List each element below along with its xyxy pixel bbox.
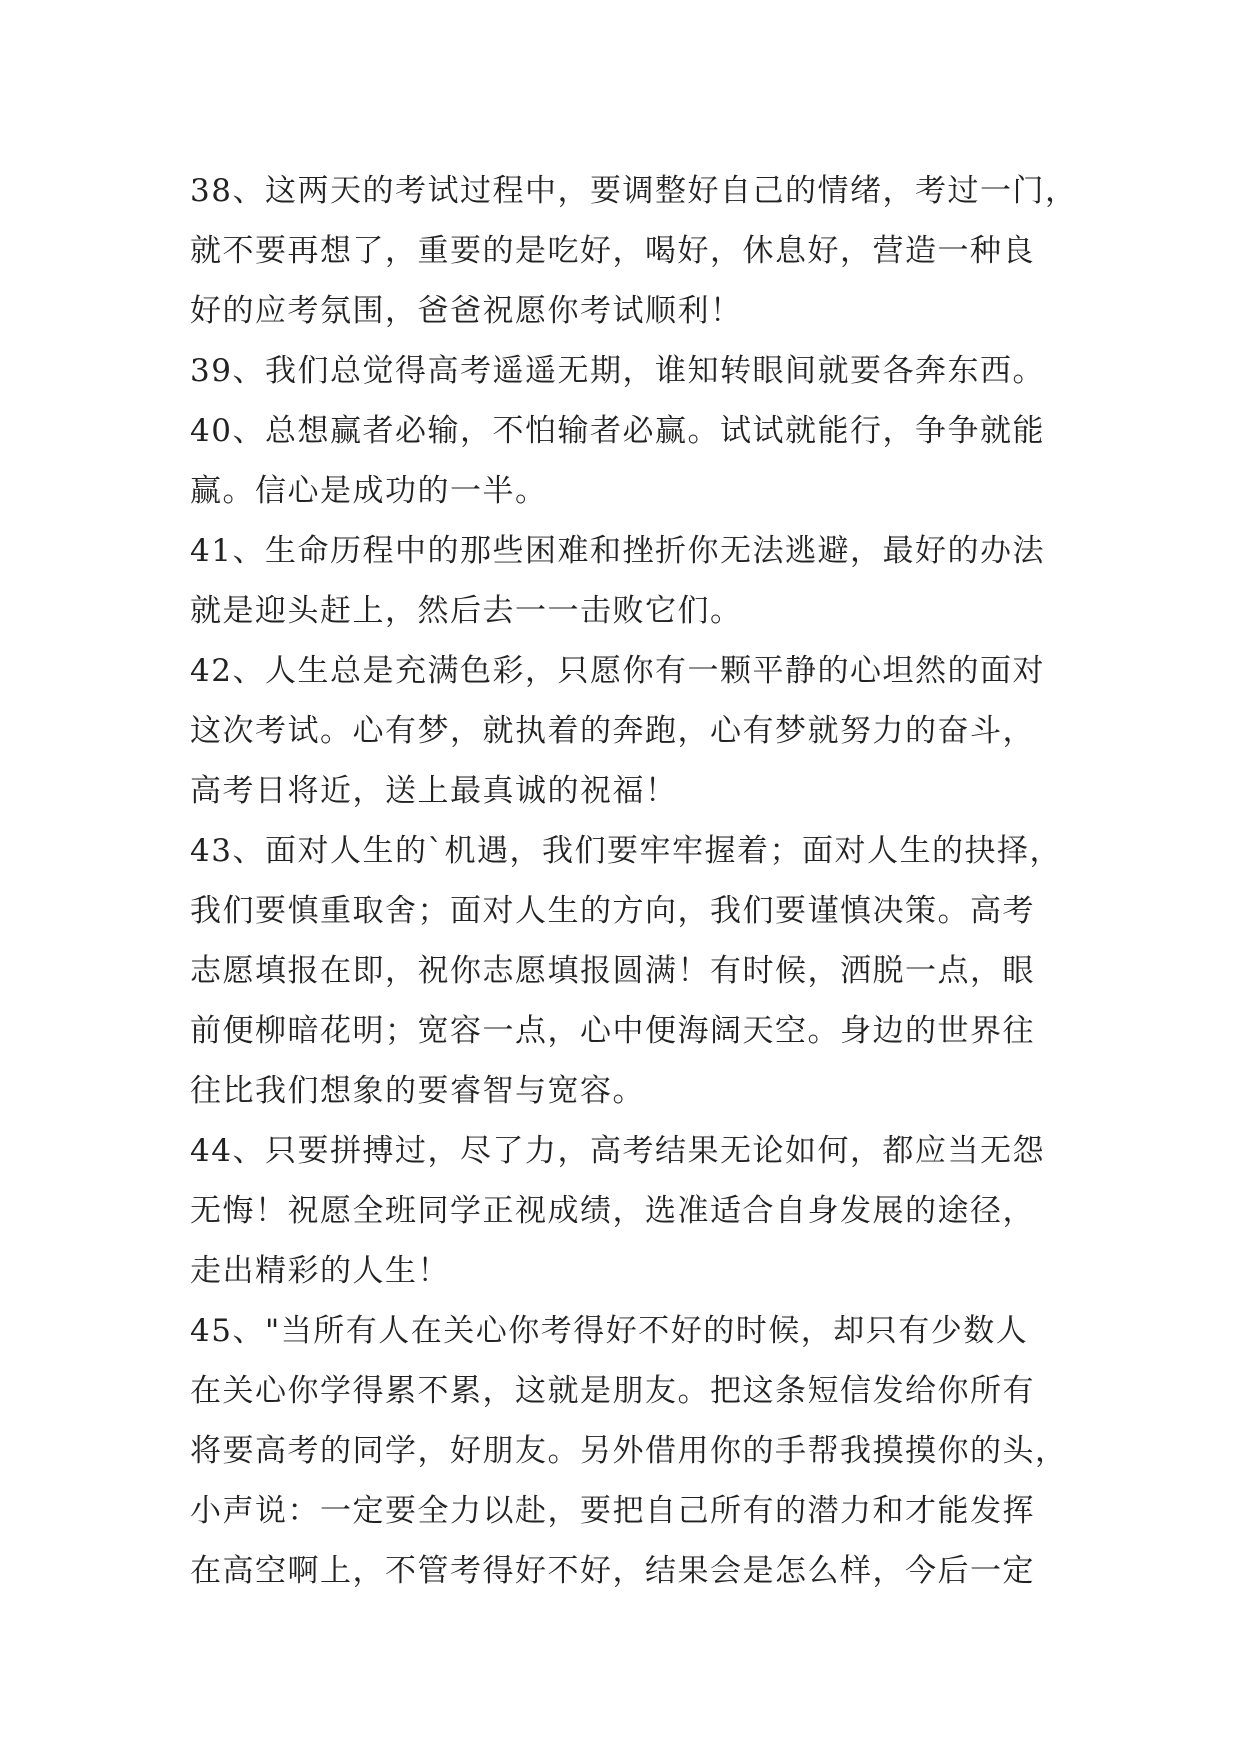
- text-line: 前便柳暗花明；宽容一点，心中便海阔天空。身边的世界往: [190, 1013, 1035, 1049]
- text-line: 在关心你学得累不累，这就是朋友。把这条短信发给你所有: [190, 1373, 1035, 1409]
- text-line: 45、"当所有人在关心你考得好不好的时候，却只有少数人: [190, 1313, 1029, 1349]
- text-line: 38、这两天的考试过程中，要调整好自己的情绪，考过一门，: [190, 173, 1078, 209]
- text-line: 高考日将近，送上最真诚的祝福！: [190, 773, 678, 809]
- text-line: 42、人生总是充满色彩，只愿你有一颗平静的心坦然的面对: [190, 653, 1045, 689]
- text-line: 40、总想赢者必输，不怕输者必赢。试试就能行，争争就能: [190, 413, 1045, 449]
- text-line: 无悔！祝愿全班同学正视成绩，选准适合自身发展的途径，: [190, 1193, 1035, 1229]
- text-line: 这次考试。心有梦，就执着的奔跑，心有梦就努力的奋斗，: [190, 713, 1035, 749]
- text-line: 赢。信心是成功的一半。: [190, 473, 548, 509]
- text-line: 43、面对人生的`机遇，我们要牢牢握着；面对人生的抉择，: [190, 833, 1062, 869]
- text-line: 小声说：一定要全力以赴，要把自己所有的潜力和才能发挥: [190, 1493, 1035, 1529]
- text-line: 44、只要拼搏过，尽了力，高考结果无论如何，都应当无怨: [190, 1133, 1045, 1169]
- text-line: 将要高考的同学，好朋友。另外借用你的手帮我摸摸你的头，: [190, 1433, 1068, 1469]
- text-line: 就不要再想了，重要的是吃好，喝好，休息好，营造一种良: [190, 233, 1035, 269]
- text-line: 就是迎头赶上，然后去一一击败它们。: [190, 593, 743, 629]
- text-line: 我们要慎重取舍；面对人生的方向，我们要谨慎决策。高考: [190, 893, 1035, 929]
- text-line: 走出精彩的人生！: [190, 1253, 450, 1289]
- text-line: 41、生命历程中的那些困难和挫折你无法逃避，最好的办法: [190, 533, 1045, 569]
- text-line: 往比我们想象的要睿智与宽容。: [190, 1073, 645, 1109]
- document-body: [190, 161, 1090, 1601]
- text-line: 在高空啊上，不管考得好不好，结果会是怎么样，今后一定: [190, 1553, 1035, 1589]
- text-line: 39、我们总觉得高考遥遥无期，谁知转眼间就要各奔东西。: [190, 353, 1045, 389]
- text-line: 志愿填报在即，祝你志愿填报圆满！有时候，洒脱一点，眼: [190, 953, 1035, 989]
- text-line: 好的应考氛围，爸爸祝愿你考试顺利！: [190, 293, 743, 329]
